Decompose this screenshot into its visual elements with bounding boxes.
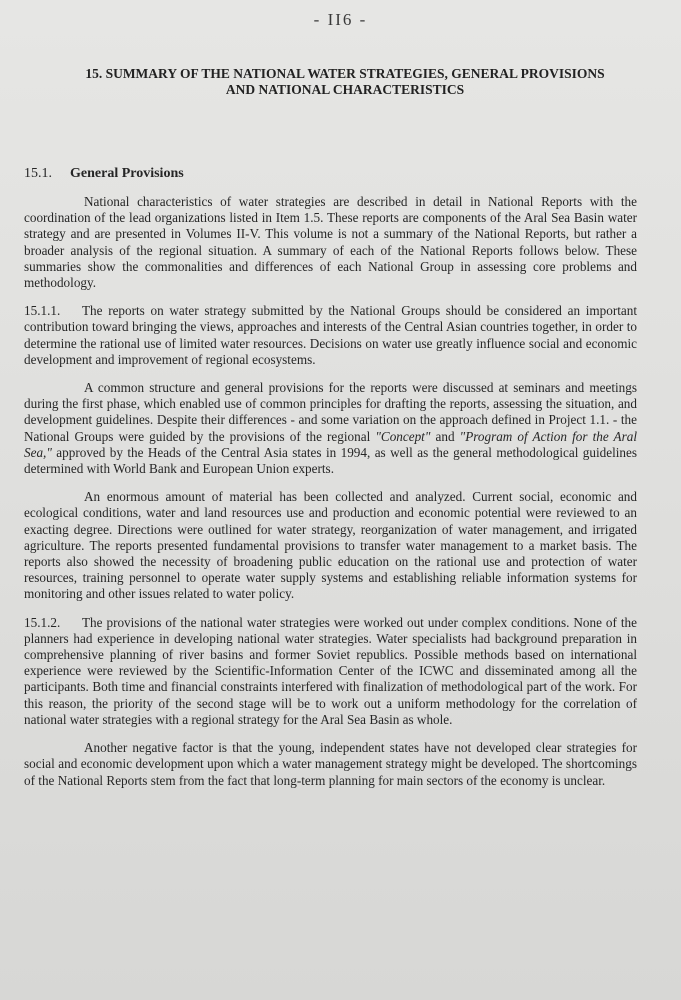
paragraph-2 — [24, 303, 637, 368]
paragraph-3-text-a: A common structure and general provisions for the reports were discussed at seminars and meetings during the first phase, which enabled use of common principles for drafting the reports, assessing the situation, and development guidelines. Despite their differences - and some variation on the approach defined in Project 1.1. - the National Groups were guided by the provisions of the regional — [24, 380, 637, 444]
paragraph-6: Another negative factor is that the young, independent states have not developed clear strategies for social and economic development upon which a water management strategy might be developed. The shortcomings of the National Reports stem from the fact that long-term planning for main sectors of the economy is unclear. — [24, 740, 637, 788]
section-heading — [24, 165, 184, 182]
paragraph-2-number: 15.1.1. — [24, 303, 61, 319]
program-title: "Program of Action for the Aral Sea," — [24, 428, 638, 460]
chapter-title-line-1: 15. SUMMARY OF THE NATIONAL WATER STRATEGIES, GENERAL PROVISIONS — [85, 66, 605, 81]
paragraph-5-number: 15.1.2. — [24, 614, 61, 630]
chapter-title — [40, 66, 650, 98]
chapter-title-line-2: AND NATIONAL CHARACTERISTICS — [225, 82, 465, 97]
paragraph-5-text: The provisions of the national water strategies were worked out under complex conditions. None of the planners had experience in developing national water strategies. Water specialists had background preparation in comprehensive planning of river basins and former Soviet republics. Possible methods based on international experience were reviewed by the Scientific-Information Center of the ICWC and disseminated among all the participants. Both time and financial constraints interfered with finalization of methodological part of the work. For this reason, the priority of the second stage will be to work out a uniform methodology for the correlation of national water strategies with a regional strategy for the Aral Sea Basin as whole. — [24, 614, 637, 727]
paragraph-2-text: The reports on water strategy submitted by the National Groups should be considered an important contribution toward bringing the views, approaches and interests of the Central Asian countries together, in order to determine the rational use of limited water resources. Decisions on water use greatly influence social and economic development and improvement of regional ecosystems. — [24, 303, 637, 367]
section-number: 15.1. — [24, 166, 52, 181]
section-label: General Provisions — [70, 166, 184, 181]
paragraph-5 — [24, 615, 637, 728]
paragraph-3-text-b: and — [430, 428, 460, 444]
paragraph-1: National characteristics of water strategies are described in detail in National Reports with the coordination of the lead organizations listed in Item 1.5. These reports are components of the Aral Sea Basin water strategy and are presented in Volumes II-V. This volume is not a summary of the National Reports, but rather a broader analysis of the regional situation. A summary of each of the National Reports follows below. These summaries show the commonalities and differences of each National Group in assessing core problems and methodology. — [24, 194, 637, 291]
paragraph-3-text-c: approved by the Heads of the Central Asia states in 1994, as well as the general methodological guidelines determined with World Bank and European Union experts. — [24, 444, 637, 477]
page-number: - II6 - — [313, 10, 368, 29]
paragraph-3 — [24, 380, 637, 477]
body-text — [24, 194, 637, 801]
concept-title: "Concept" — [375, 428, 431, 444]
paragraph-4: An enormous amount of material has been collected and analyzed. Current social, economic and ecological conditions, water and land resources use and production and economic potential were reviewed to an exacting degree. Directions were outlined for water strategy, reorganization of water management, and irrigated agriculture. The reports presented fundamental provisions to transfer water management to a market basis. The reports also showed the necessity of broadening public education on the rational use and protection of water resources, training personnel to operate water supply systems and establishing reliable information systems for monitoring and other issues related to water policy. — [24, 489, 637, 602]
